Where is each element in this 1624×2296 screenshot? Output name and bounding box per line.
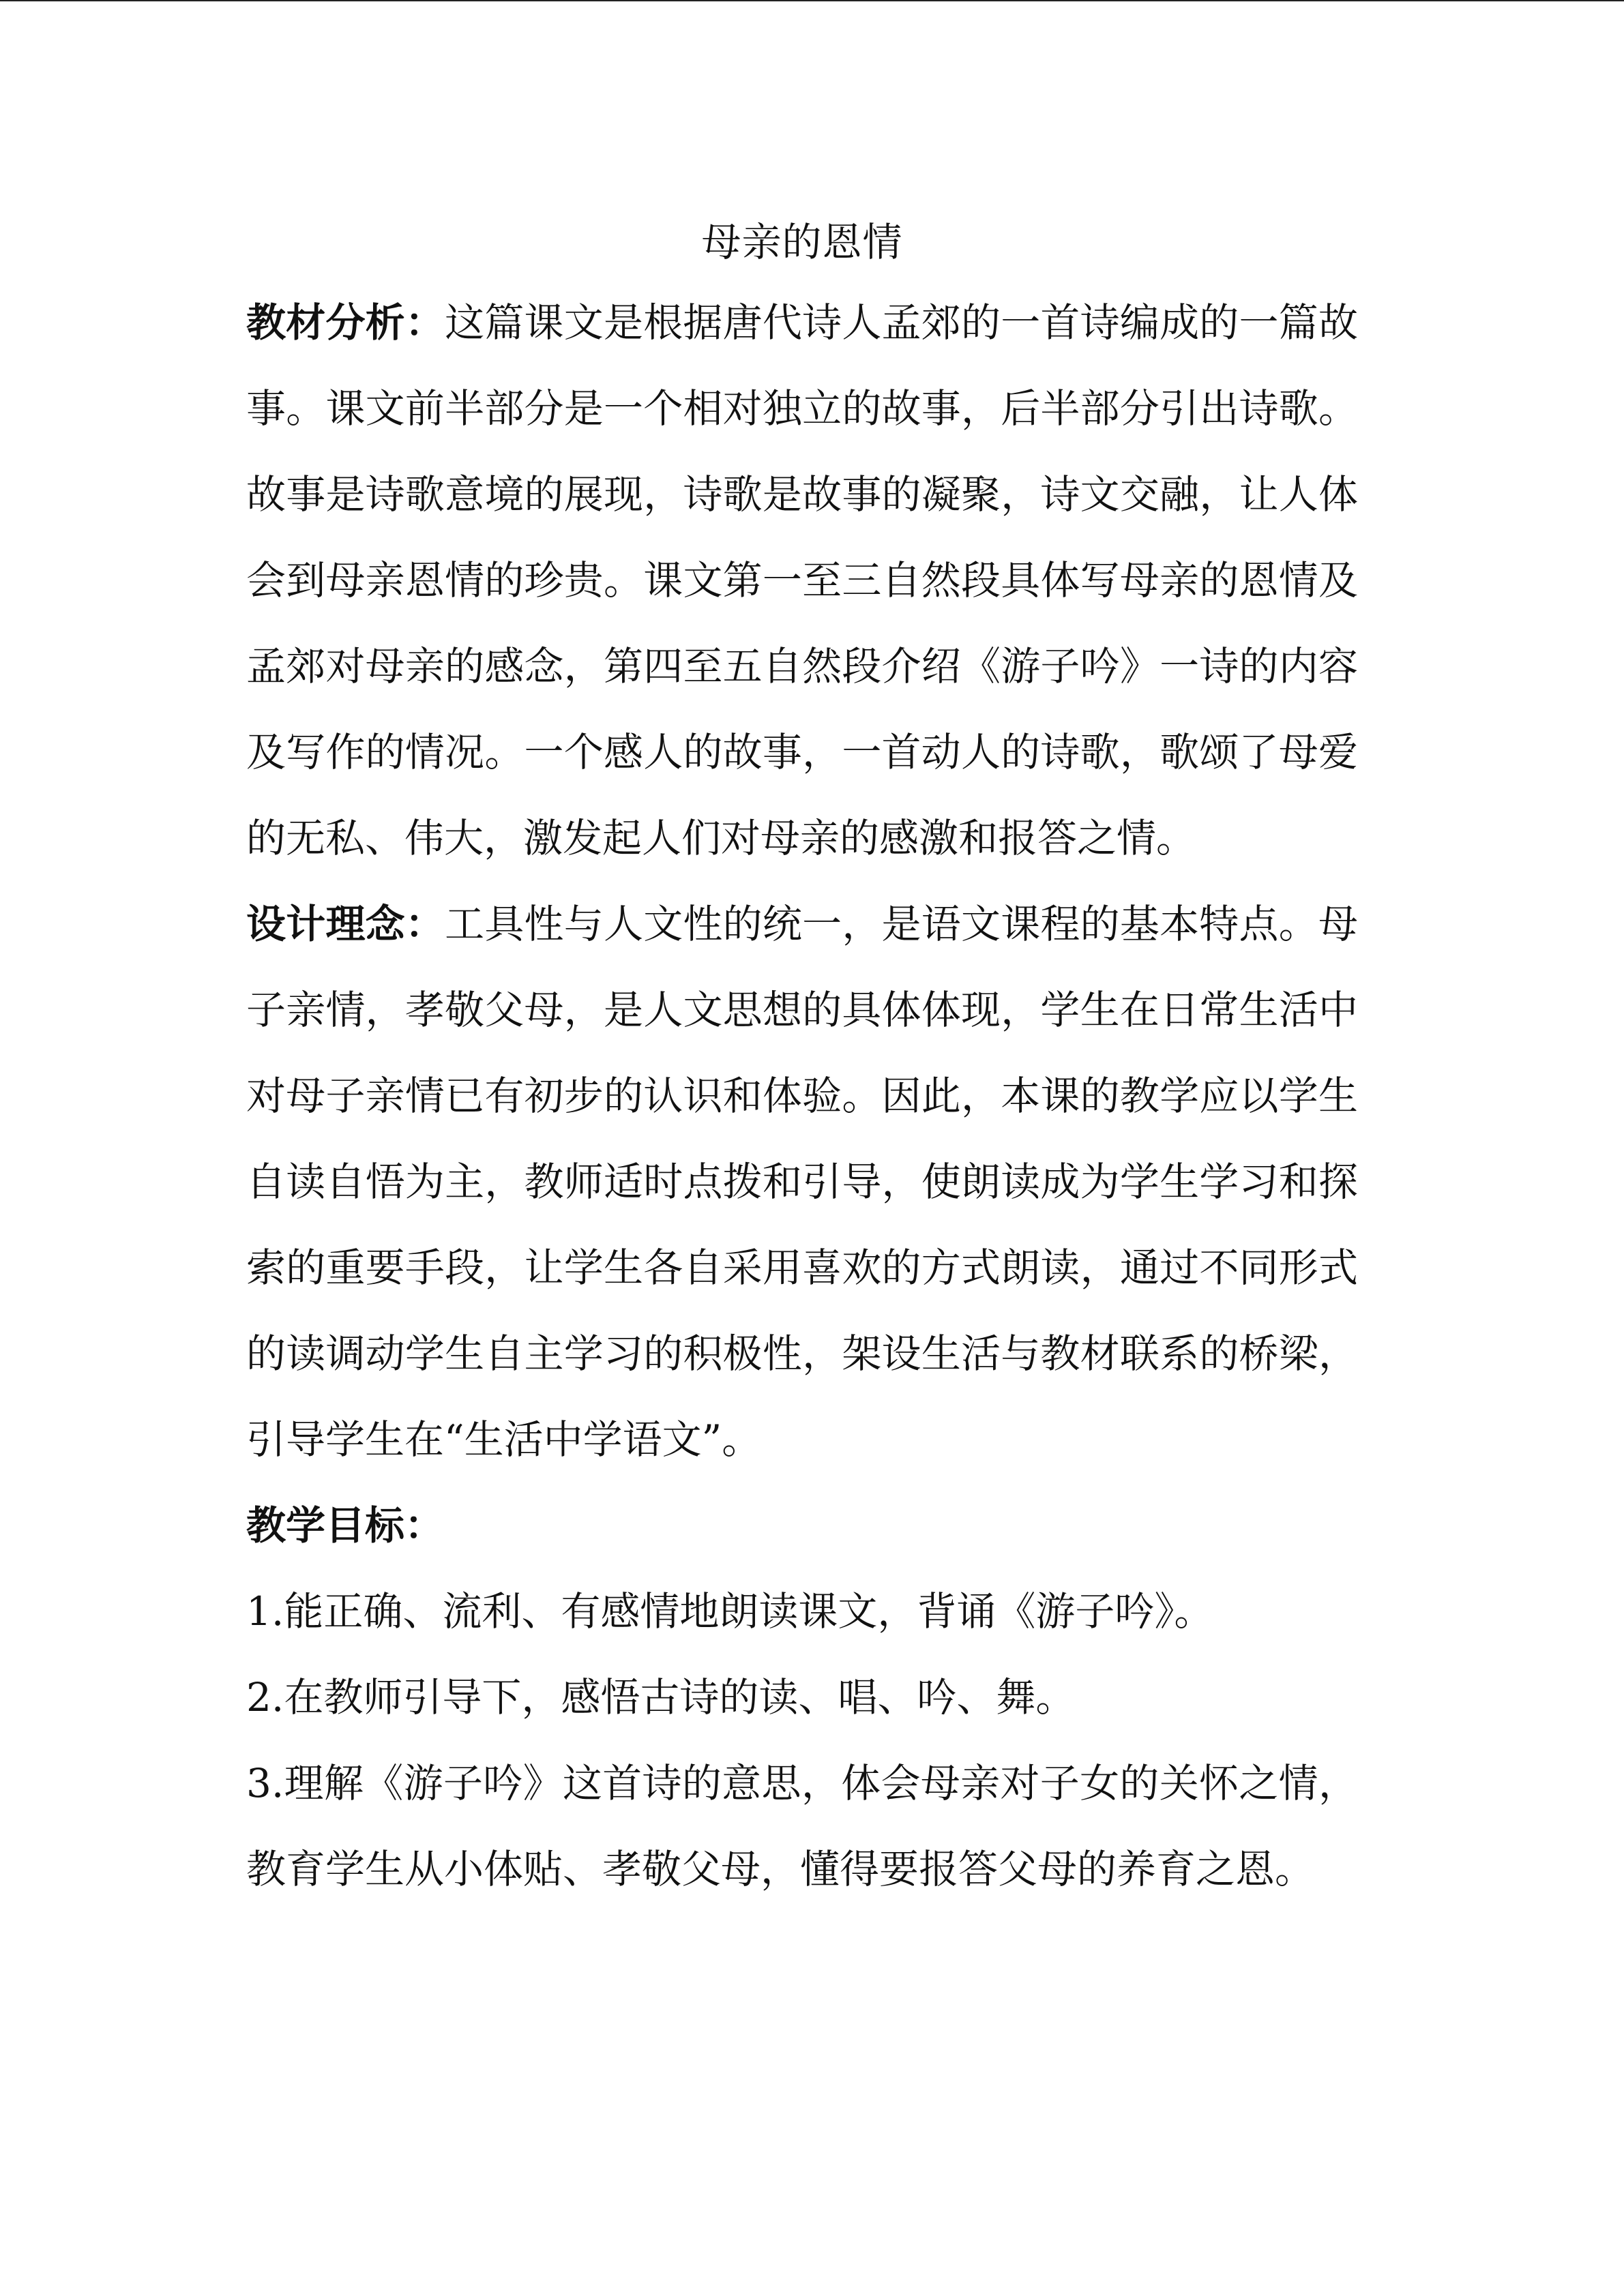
goal-item-1: 1.能正确、流利、有感情地朗读课文，背诵《游子吟》。	[246, 1588, 1214, 1635]
analysis-paragraph	[246, 280, 1358, 881]
page-top-border	[0, 0, 1624, 1]
analysis-text: 这篇课文是根据唐代诗人孟郊的一首诗编成的一篇故事。课文前半部分是一个相对独立的故事，后半部分引出诗歌。故事是诗歌意境的展现，诗歌是故事的凝聚，诗文交融，让人体会到母亲恩情的珍贵。课文第一至三自然段具体写母亲的恩情及孟郊对母亲的感念，第四至五自然段介绍《游子吟》一诗的内容及写作的情况。一个感人的故事，一首动人的诗歌，歌颂了母爱的无私、伟大，激发起人们对母亲的感激和报答之情。	[246, 299, 1358, 861]
goals-heading-paragraph	[246, 1482, 1358, 1568]
goal-item-2: 2.在教师引导下，感悟古诗的读、唱、吟、舞。	[246, 1674, 1076, 1720]
goal-item-3: 3.理解《游子吟》这首诗的意思，体会母亲对子女的关怀之情，教育学生从小体贴、孝敬父母，懂得要报答父母的养育之恩。	[246, 1760, 1358, 1892]
document-title: 母亲的恩情	[701, 219, 903, 265]
concept-paragraph	[246, 881, 1358, 1482]
analysis-label: 教材分析：	[246, 299, 445, 346]
goals-label: 教学目标：	[246, 1502, 445, 1549]
concept-text: 工具性与人文性的统一，是语文课程的基本特点。母子亲情，孝敬父母，是人文思想的具体体现，学生在日常生活中对母子亲情已有初步的认识和体验。因此，本课的教学应以学生自读自悟为主，教师适时点拨和引导，使朗读成为学生学习和探索的重要手段，让学生各自采用喜欢的方式朗读，通过不同形式的读调动学生自主学习的积极性，架设生活与教材联系的桥梁，引导学生在“生活中学语文”。	[246, 901, 1358, 1463]
concept-label: 设计理念：	[246, 901, 445, 947]
document-page	[246, 205, 1358, 1912]
